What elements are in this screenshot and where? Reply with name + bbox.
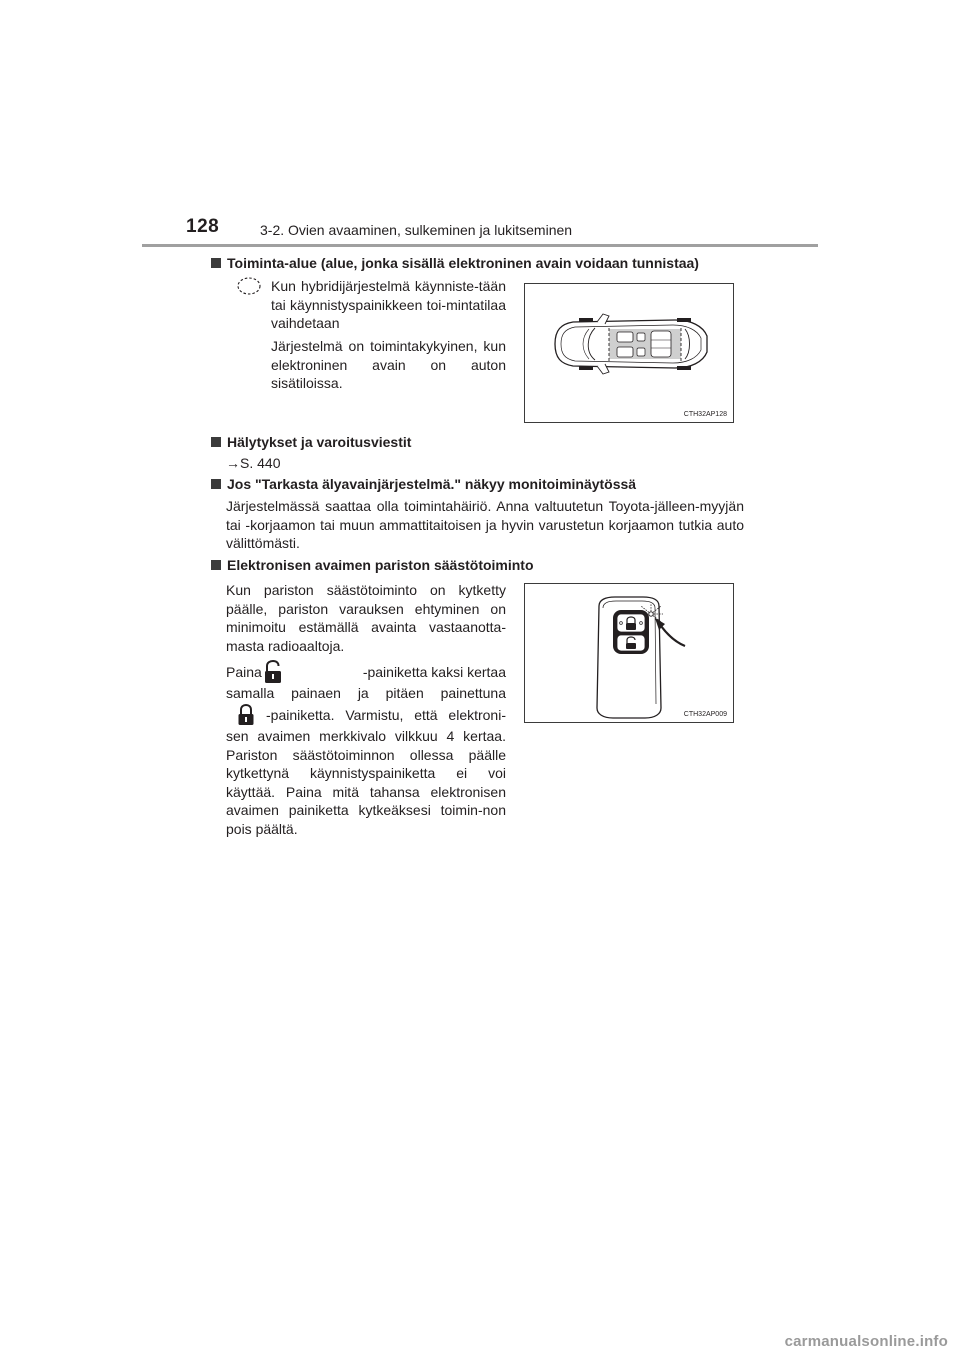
bullet-square-icon xyxy=(211,479,221,489)
range-paragraph-2: Järjestelmä on toimintakykyinen, kun elektroninen avain on auton sisätiloissa. xyxy=(271,338,506,391)
battery-saver-text-d: -painiketta. Varmistu, että elektroni- xyxy=(266,706,506,723)
footer-watermark: carmanualsonline.info xyxy=(784,1333,948,1350)
battery-saver-text-b: -painiketta kaksi kertaa xyxy=(362,663,506,680)
car-top-view-illustration xyxy=(525,284,733,404)
section-title: 3-2. Ovien avaaminen, sulkeminen ja lukitseminen xyxy=(260,222,573,238)
heading-alarms-text: Hälytykset ja varoitusviestit xyxy=(227,434,412,450)
page-reference-text: S. 440 xyxy=(240,455,281,471)
heading-check-message xyxy=(211,476,636,492)
header-divider xyxy=(142,244,818,247)
page-reference xyxy=(226,455,280,471)
heading-battery-saver xyxy=(211,557,534,573)
battery-saver-text-paina: Paina xyxy=(226,663,262,680)
heading-range xyxy=(211,255,771,271)
battery-saver-line-1 xyxy=(226,660,506,684)
figure-car-range xyxy=(524,283,734,423)
lock-icon xyxy=(236,704,256,726)
arrow-right-icon: → xyxy=(226,455,240,471)
figure-code: CTH32AP009 xyxy=(683,711,727,718)
figure-key-fob xyxy=(524,583,734,723)
check-message-paragraph: Järjestelmässä saattaa olla toimintahäiriö. Anna valtuutetun Toyota-jälleen-myyjän tai -korjaamon tai muun ammattitaitoisen ja hyvin varustetun korjaamon tutkia auto välittömästi. xyxy=(226,498,744,551)
heading-battery-saver-text: Elektronisen avaimen pariston säästötoiminto xyxy=(227,557,534,573)
battery-saver-paragraph-2: sen avaimen merkkivalo vilkkuu 4 kertaa. Pariston säästötoiminnon ollessa päälle kytkettynä käynnistyspainiketta ei voi käyttää. Paina mitä tahansa elektronisen avaimen painiketta kytkeäksesi toimin-non pois päältä. xyxy=(226,728,506,837)
heading-range-text: Toiminta-alue (alue, jonka sisällä elektroninen avain voidaan tunnistaa) xyxy=(227,255,699,271)
battery-saver-line-2: samalla painaen ja pitäen painettuna xyxy=(226,685,506,701)
bullet-square-icon xyxy=(211,560,221,570)
heading-check-message-text: Jos "Tarkasta älyavainjärjestelmä." näkyy monitoiminäytössä xyxy=(227,476,637,492)
page-number: 128 xyxy=(186,216,220,237)
unlock-icon xyxy=(262,660,284,684)
figure-code: CTH32AP128 xyxy=(683,411,727,418)
bullet-square-icon xyxy=(211,437,221,447)
battery-saver-line-3 xyxy=(236,704,506,726)
battery-saver-paragraph-1: Kun pariston säästötoiminto on kytketty päälle, pariston varauksen ehtyminen on minimoitu estämällä avainta vastaanotta-masta radioaaltoja. xyxy=(226,582,506,654)
key-fob-illustration xyxy=(525,584,733,722)
dashed-range-icon xyxy=(236,276,262,296)
range-paragraph-1: Kun hybridijärjestelmä käynniste-tään tai käynnistyspainikkeen toi-mintatilaa vaihdetaan xyxy=(271,278,506,331)
heading-alarms xyxy=(211,434,411,450)
bullet-square-icon xyxy=(211,258,221,268)
